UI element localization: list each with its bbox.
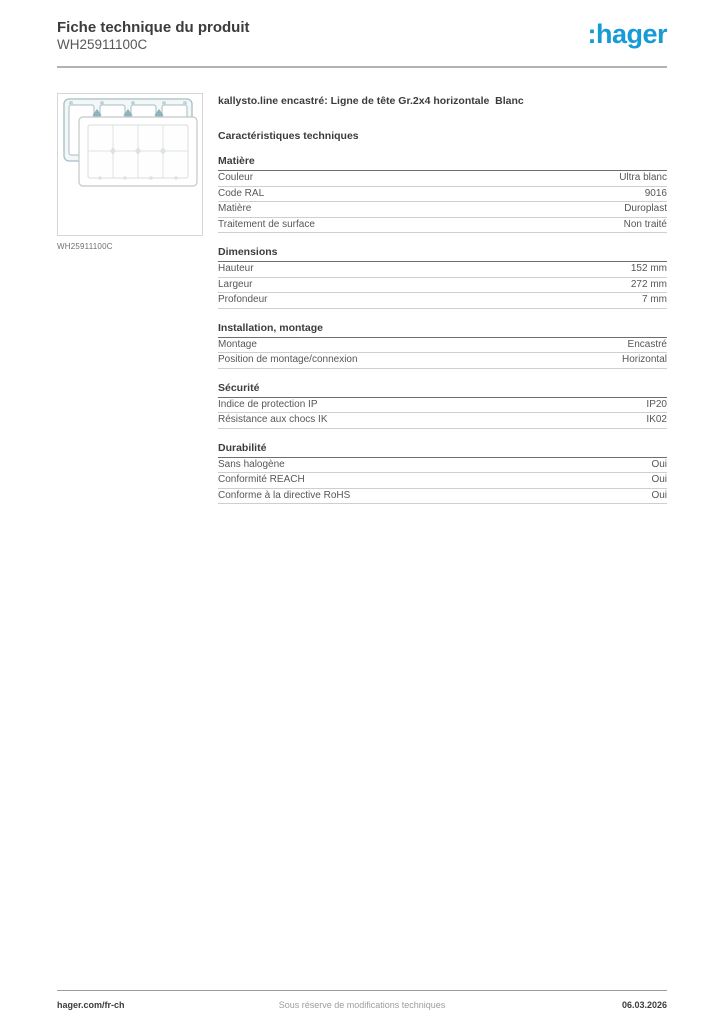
- spec-sections: [218, 155, 667, 504]
- spec-row: [218, 473, 667, 489]
- spec-value: Oui: [651, 474, 667, 486]
- page-header: [57, 19, 667, 68]
- header-title-block: [57, 19, 250, 54]
- spec-value: Oui: [651, 458, 667, 470]
- spec-label: Hauteur: [218, 263, 254, 275]
- spec-section: [218, 322, 667, 369]
- spec-label: Conformité REACH: [218, 474, 305, 486]
- spec-row: [218, 293, 667, 309]
- product-name: kallysto.line encastré: Ligne de tête Gr.2x4 horizontale Blanc: [218, 95, 524, 107]
- spec-row: [218, 398, 667, 414]
- product-image-caption: WH25911100C: [57, 242, 113, 251]
- spec-row: [218, 218, 667, 234]
- spec-value: 7 mm: [642, 294, 667, 306]
- main-content: [57, 93, 667, 504]
- spec-value: Encastré: [627, 338, 667, 350]
- footer-website-link[interactable]: hager.com/fr-ch: [57, 1000, 125, 1010]
- product-image-column: [57, 93, 205, 504]
- spec-value: Duroplast: [624, 203, 667, 215]
- spec-section: [218, 155, 667, 233]
- spec-row: [218, 262, 667, 278]
- spec-label: Couleur: [218, 172, 254, 184]
- spec-section-title: Durabilité: [218, 442, 667, 458]
- spec-row: [218, 338, 667, 354]
- spec-section: [218, 246, 667, 309]
- spec-row: [218, 202, 667, 218]
- product-code: WH25911100C: [57, 37, 148, 52]
- spec-section-title: Sécurité: [218, 382, 667, 398]
- product-frame-illustration: [58, 94, 202, 235]
- spec-label: Résistance aux chocs IK: [218, 414, 328, 426]
- spec-value: 272 mm: [630, 278, 667, 290]
- page-footer: [57, 990, 667, 1010]
- spec-section: [218, 382, 667, 429]
- spec-label: Conforme à la directive RoHS: [218, 489, 351, 501]
- spec-value: IP20: [646, 398, 667, 410]
- spec-value: IK02: [646, 414, 667, 426]
- hager-logo: :hager: [587, 19, 667, 49]
- product-image: [57, 93, 203, 236]
- spec-section-title: Matière: [218, 155, 667, 171]
- spec-row: [218, 278, 667, 294]
- spec-value: Oui: [651, 489, 667, 501]
- spec-row: [218, 171, 667, 187]
- spec-row: [218, 413, 667, 429]
- spec-label: Largeur: [218, 278, 253, 290]
- spec-column: [218, 93, 667, 504]
- spec-row: [218, 187, 667, 203]
- page-title: Fiche technique du produit: [57, 19, 250, 36]
- spec-value: 9016: [644, 187, 667, 199]
- spec-label: Montage: [218, 338, 257, 350]
- spec-value: 152 mm: [630, 263, 667, 275]
- spec-value: Horizontal: [621, 354, 667, 366]
- spec-section-title: Installation, montage: [218, 322, 667, 338]
- footer-disclaimer: Sous réserve de modifications techniques: [278, 1000, 446, 1010]
- spec-label: Code RAL: [218, 187, 265, 199]
- spec-section-title: Dimensions: [218, 246, 667, 262]
- spec-label: Indice de protection IP: [218, 398, 318, 410]
- spec-value: Non traité: [623, 218, 667, 230]
- footer-date: 06.03.2026: [621, 1000, 667, 1010]
- spec-row: [218, 458, 667, 474]
- spec-label: Position de montage/connexion: [218, 354, 358, 366]
- spec-label: Profondeur: [218, 294, 268, 306]
- spec-label: Sans halogène: [218, 458, 285, 470]
- characteristics-heading: Caractéristiques techniques: [218, 130, 359, 143]
- spec-value: Ultra blanc: [619, 172, 667, 184]
- spec-label: Traitement de surface: [218, 218, 315, 230]
- spec-row: [218, 489, 667, 505]
- spec-label: Matière: [218, 203, 252, 215]
- spec-row: [218, 353, 667, 369]
- spec-section: [218, 442, 667, 505]
